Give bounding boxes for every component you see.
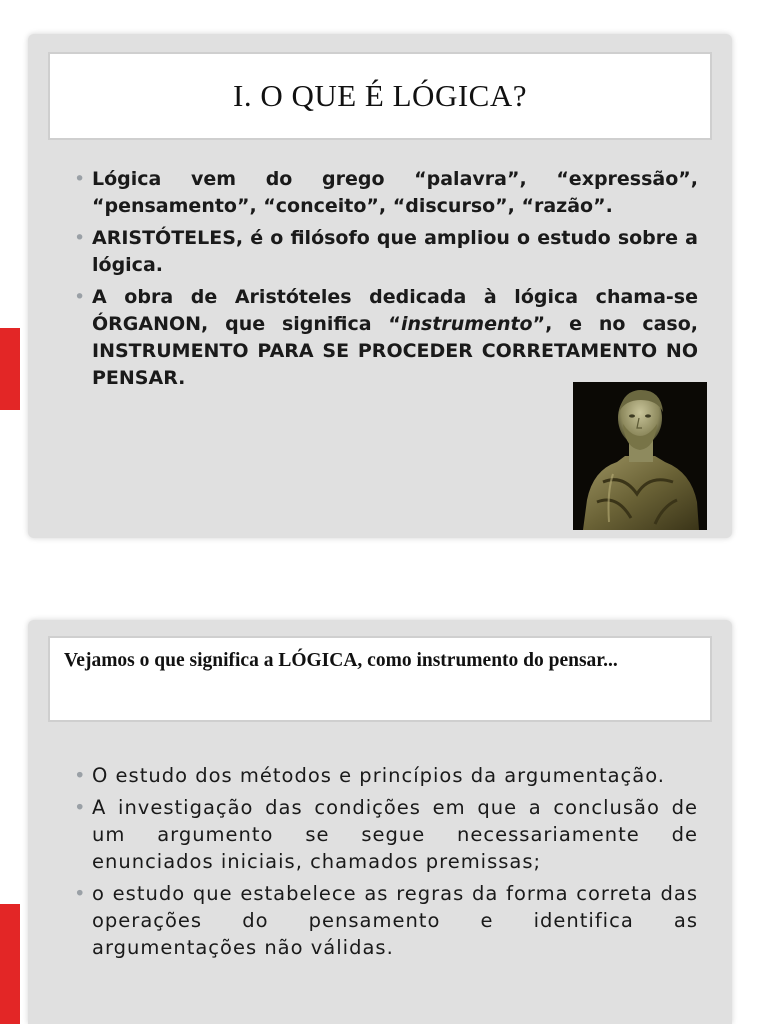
bullet-list [68,762,698,966]
slide-title-box [48,636,712,722]
bullet-text: O estudo dos métodos e princípios da argumentação. [92,764,665,787]
red-accent-tab [0,904,20,1024]
bullet-text [92,286,698,389]
list-item [68,794,698,875]
bullet-icon: • [74,227,86,249]
aristotle-bust-icon [573,382,707,530]
bullet-icon: • [74,168,86,190]
slide-1 [28,34,732,538]
bullet-text: Lógica vem do grego “palavra”, “expressão”, “pensamento”, “conceito”, “discurso”, “razão”. [92,168,698,217]
list-item [68,225,698,279]
list-item [68,762,698,789]
bullet-icon: • [74,882,87,905]
bullet-text: A investigação das condições em que a conclusão de um argumento se segue necessariamente de enunciados iniciais, chamados premissas; [92,796,698,873]
slide-title-box [48,52,712,140]
bullet-text-part: ”, e no caso, INSTRUMENTO PARA SE PROCEDER CORRETAMENTO NO PENSAR. [92,313,698,389]
red-accent-tab [0,328,20,410]
bullet-icon: • [74,796,87,819]
bullet-text: o estudo que estabelece as regras da forma correta das operações do pensamento e identifica as argumentações não válidas. [92,882,698,959]
slide-title: Vejamos o que significa a LÓGICA, como instrumento do pensar... [64,650,618,671]
list-item [68,166,698,220]
bullet-icon: • [74,764,87,787]
list-item [68,284,698,392]
slide-title: I. O QUE É LÓGICA? [233,78,527,113]
bullet-text: ARISTÓTELES, é o filósofo que ampliou o estudo sobre a lógica. [92,227,698,276]
bullet-icon: • [74,286,86,308]
slide-2 [28,620,732,1024]
list-item [68,880,698,961]
bullet-list [68,166,698,397]
aristotle-bust-image [573,382,707,530]
italic-word: instrumento [400,313,533,335]
bullet-text-part: A obra de Aristóteles dedicada à lógica chama-se ÓRGANON, que significa “ [92,286,698,335]
